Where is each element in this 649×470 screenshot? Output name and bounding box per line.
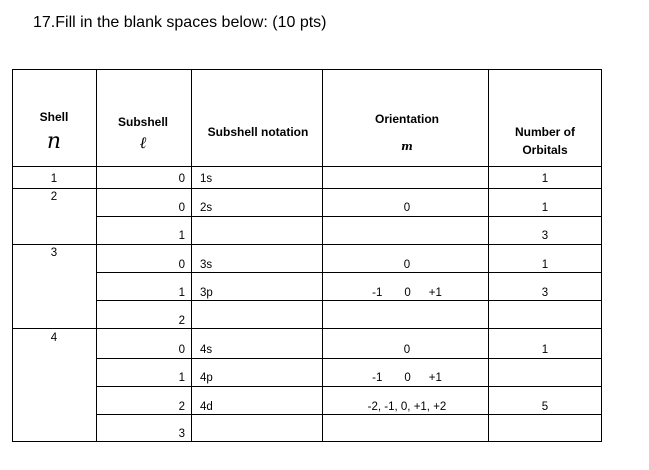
orbitals-value: 1	[541, 259, 549, 271]
subshell-l-value: 0	[178, 173, 185, 185]
subshell-l-value: 1	[178, 372, 185, 384]
orientation-m-item: +1	[428, 372, 442, 384]
orbitals-value: 3	[541, 230, 549, 242]
header-number-of-orbitals-line1: Number of	[515, 125, 575, 139]
orbitals-value: 3	[541, 287, 549, 299]
shell-label: 3	[50, 247, 58, 259]
subshell-notation-value: 4p	[200, 372, 213, 384]
orientation-value: 0	[403, 202, 411, 214]
question-title: 17.Fill in the blank spaces below: (10 pts)	[33, 14, 327, 31]
shell-n-symbol: n	[46, 129, 62, 154]
subshell-l-symbol: ℓ	[139, 133, 147, 152]
subshell-l-value: 0	[178, 259, 185, 271]
subshell-notation-value: 3s	[200, 259, 213, 271]
header-number-of-orbitals-line2: Orbitals	[522, 143, 568, 157]
orientation-value: 0	[403, 344, 411, 356]
orientation-m-item: -1	[372, 287, 383, 299]
shell-label: 4	[50, 332, 58, 344]
subshell-l-value: 1	[178, 230, 185, 242]
subshell-notation-value: 1s	[200, 173, 213, 185]
orbitals-value: 5	[541, 401, 549, 413]
quantum-numbers-table	[12, 69, 602, 442]
orientation-value: -2, -1, 0, +1, +2	[367, 401, 447, 413]
orbitals-value: 1	[541, 173, 549, 185]
subshell-l-value: 2	[178, 315, 185, 327]
subshell-l-value: 3	[178, 428, 185, 440]
orbitals-value: 1	[541, 202, 549, 214]
orientation-m-item: +1	[428, 287, 442, 299]
subshell-notation-value: 4s	[200, 344, 213, 356]
orientation-m-item: -1	[372, 372, 383, 384]
header-orientation: Orientation	[374, 112, 440, 126]
header-subshell-notation: Subshell notation	[207, 125, 309, 139]
orientation-values	[372, 286, 442, 300]
subshell-notation-value: 4d	[200, 401, 213, 413]
subshell-notation-value: 2s	[200, 202, 213, 214]
shell-label: 2	[50, 191, 58, 203]
subshell-l-value: 0	[178, 344, 185, 356]
subshell-l-value: 1	[178, 287, 185, 299]
orientation-m-item: 0	[404, 287, 411, 299]
orientation-values	[372, 371, 442, 385]
header-shell: Shell	[39, 110, 69, 124]
orientation-m-symbol: m	[401, 140, 413, 153]
orientation-value: 0	[403, 259, 411, 271]
orientation-m-item: 0	[404, 372, 411, 384]
header-subshell: Subshell	[117, 115, 169, 129]
subshell-l-value: 2	[178, 401, 185, 413]
orbitals-value: 1	[541, 344, 549, 356]
shell-label: 1	[50, 173, 58, 185]
subshell-notation-value: 3p	[200, 287, 213, 299]
subshell-l-value: 0	[178, 202, 185, 214]
